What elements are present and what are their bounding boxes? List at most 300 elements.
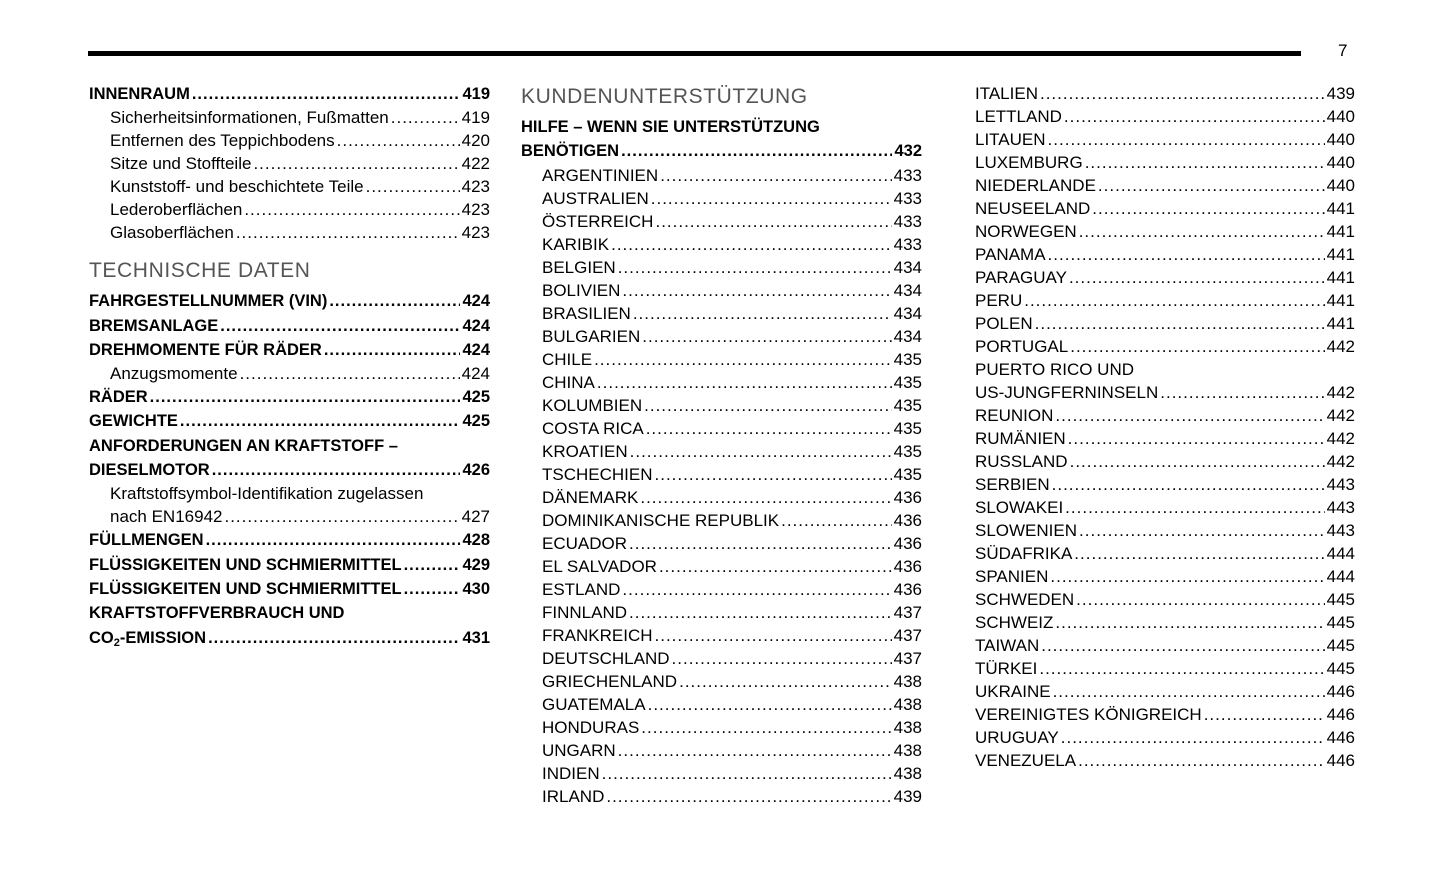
leader-dots bbox=[622, 578, 891, 601]
entry-page: 445 bbox=[1326, 590, 1355, 609]
entry-title: DEUTSCHLAND bbox=[542, 648, 670, 668]
entry-title: ITALIEN bbox=[975, 84, 1038, 103]
leader-dots bbox=[594, 348, 892, 371]
entry-page: 436 bbox=[893, 556, 922, 576]
entry-page: 431 bbox=[462, 628, 490, 647]
leader-dots bbox=[366, 175, 460, 198]
leader-dots bbox=[1065, 496, 1324, 519]
toc-entry[interactable] bbox=[521, 670, 922, 693]
entry-page: 424 bbox=[461, 364, 490, 384]
toc-entry[interactable] bbox=[975, 243, 1355, 266]
entry-title: ESTLAND bbox=[542, 579, 621, 599]
entry-page: 436 bbox=[893, 487, 922, 507]
toc-entry[interactable] bbox=[975, 174, 1355, 197]
leader-dots bbox=[244, 198, 459, 221]
leader-dots bbox=[622, 279, 891, 302]
entry-page: 440 bbox=[1326, 153, 1355, 172]
entry-title: ARGENTINIEN bbox=[542, 165, 659, 185]
leader-dots bbox=[324, 338, 461, 362]
toc-entry-bremsanlage[interactable] bbox=[89, 314, 490, 338]
entry-page: 443 bbox=[1326, 498, 1355, 517]
entry-title: SCHWEIZ bbox=[975, 613, 1054, 632]
toc-entry[interactable] bbox=[975, 542, 1355, 565]
toc-entry-fluessigkeiten-2[interactable] bbox=[89, 577, 490, 601]
entry-page: 425 bbox=[462, 388, 490, 407]
entry-page: 427 bbox=[461, 507, 490, 527]
toc-entry[interactable] bbox=[89, 129, 490, 152]
toc-entry[interactable] bbox=[521, 532, 922, 555]
entry-page: 435 bbox=[893, 349, 922, 369]
toc-entry-innenraum[interactable] bbox=[89, 82, 490, 106]
leader-dots bbox=[1055, 404, 1324, 427]
entry-page: 420 bbox=[461, 131, 490, 151]
entry-title: CHILE bbox=[542, 349, 593, 369]
entry-title: VEREINIGTES KÖNIGREICH bbox=[975, 705, 1202, 724]
entry-title: BENÖTIGEN bbox=[521, 142, 620, 161]
leader-dots bbox=[1048, 128, 1325, 151]
toc-entry[interactable] bbox=[521, 371, 922, 394]
entry-page: 438 bbox=[893, 694, 922, 714]
entry-title: SLOWAKEI bbox=[975, 498, 1064, 517]
entry-title: BREMSANLAGE bbox=[89, 316, 219, 335]
toc-entry-fahrgestellnummer[interactable] bbox=[89, 289, 490, 313]
toc-entry[interactable] bbox=[521, 647, 922, 670]
leader-dots bbox=[679, 670, 892, 693]
entry-title: HONDURAS bbox=[542, 717, 640, 737]
toc-entry[interactable] bbox=[89, 221, 490, 244]
toc-entry[interactable] bbox=[975, 289, 1355, 312]
leader-dots bbox=[648, 693, 892, 716]
leader-dots bbox=[660, 164, 891, 187]
toc-entry[interactable] bbox=[975, 680, 1355, 703]
leader-dots bbox=[1079, 519, 1325, 542]
entry-title: LETTLAND bbox=[975, 107, 1062, 126]
entry-page: 426 bbox=[462, 461, 490, 480]
leader-dots bbox=[391, 106, 460, 129]
entry-title: INDIEN bbox=[542, 763, 600, 783]
leader-dots bbox=[1052, 473, 1325, 496]
leader-dots bbox=[1068, 427, 1325, 450]
toc-entry-kraftstoffsymbol-line1[interactable]: Kraftstoffsymbol-Identifikation zugelassen bbox=[110, 484, 424, 504]
entry-title: nach EN16942 bbox=[110, 507, 223, 527]
toc-entry-anforderungen-line2[interactable] bbox=[89, 458, 490, 482]
toc-entry[interactable] bbox=[975, 404, 1355, 427]
toc-entry[interactable] bbox=[975, 749, 1355, 772]
entry-page: 441 bbox=[1326, 291, 1355, 310]
co2-subscript: 2 bbox=[113, 636, 120, 649]
page-number: 7 bbox=[1338, 41, 1348, 60]
entry-title: Kunststoff- und beschichtete Teile bbox=[110, 177, 364, 197]
toc-entry[interactable] bbox=[521, 486, 922, 509]
entry-page: 438 bbox=[893, 671, 922, 691]
entry-page: 442 bbox=[1326, 429, 1355, 448]
entry-page: 440 bbox=[1326, 130, 1355, 149]
entry-title: Anzugsmomente bbox=[110, 364, 238, 384]
entry-page: 428 bbox=[462, 531, 490, 550]
entry-page: 446 bbox=[1326, 728, 1355, 747]
leader-dots bbox=[1050, 565, 1324, 588]
leader-dots bbox=[659, 555, 892, 578]
leader-dots bbox=[655, 624, 892, 647]
entry-page: 441 bbox=[1326, 314, 1355, 333]
leader-dots bbox=[640, 486, 891, 509]
toc-entry[interactable] bbox=[521, 233, 922, 256]
toc-entry[interactable] bbox=[521, 693, 922, 716]
entry-title: BOLIVIEN bbox=[542, 280, 621, 300]
country-list-a bbox=[975, 82, 1355, 358]
entry-page: 434 bbox=[893, 303, 922, 323]
entry-title: TAIWAN bbox=[975, 636, 1040, 655]
entry-title: DOMINIKANISCHE REPUBLIK bbox=[542, 510, 780, 530]
toc-entry[interactable] bbox=[975, 105, 1355, 128]
entry-page: 433 bbox=[893, 234, 922, 254]
entry-page: 440 bbox=[1326, 107, 1355, 126]
toc-entry[interactable] bbox=[521, 739, 922, 762]
toc-entry-puerto-rico-line2[interactable] bbox=[975, 381, 1355, 404]
toc-entry[interactable] bbox=[975, 82, 1355, 105]
entry-page: 434 bbox=[893, 280, 922, 300]
entry-page: 423 bbox=[461, 177, 490, 197]
leader-dots bbox=[404, 553, 461, 577]
leader-dots bbox=[1092, 197, 1324, 220]
toc-entry[interactable] bbox=[521, 555, 922, 578]
leader-dots bbox=[629, 532, 892, 555]
entry-title: Lederoberflächen bbox=[110, 200, 243, 220]
co2-prefix: CO bbox=[89, 628, 114, 647]
entry-title: FRANKREICH bbox=[542, 625, 653, 645]
co2-suffix: -EMISSION bbox=[119, 628, 207, 647]
entry-page: 442 bbox=[1326, 383, 1355, 402]
toc-entry[interactable] bbox=[89, 175, 490, 198]
leader-dots bbox=[781, 509, 892, 532]
toc-entry[interactable] bbox=[975, 427, 1355, 450]
entry-title: GEWICHTE bbox=[89, 412, 178, 431]
entry-title: SPANIEN bbox=[975, 567, 1049, 586]
leader-dots bbox=[208, 626, 460, 650]
leader-dots bbox=[1085, 151, 1325, 174]
entry-page: 441 bbox=[1326, 222, 1355, 241]
entry-title: UNGARN bbox=[542, 740, 616, 760]
toc-entry[interactable] bbox=[975, 312, 1355, 335]
toc-column-2 bbox=[521, 82, 922, 808]
leader-dots bbox=[646, 417, 892, 440]
toc-entry-raeder[interactable] bbox=[89, 385, 490, 409]
leader-dots bbox=[618, 256, 892, 279]
entry-title: RÄDER bbox=[89, 388, 148, 407]
entry-page: 445 bbox=[1326, 636, 1355, 655]
toc-entry[interactable] bbox=[521, 785, 922, 808]
innenraum-sublist bbox=[89, 106, 490, 244]
entry-page: 439 bbox=[1326, 84, 1355, 103]
entry-page: 445 bbox=[1326, 613, 1355, 632]
toc-entry[interactable] bbox=[975, 496, 1355, 519]
entry-page: 423 bbox=[461, 223, 490, 243]
toc-entry[interactable] bbox=[521, 440, 922, 463]
leader-dots bbox=[1098, 174, 1325, 197]
toc-entry[interactable] bbox=[975, 266, 1355, 289]
toc-column-3 bbox=[975, 82, 1355, 772]
entry-title: BULGARIEN bbox=[542, 326, 641, 346]
entry-title bbox=[89, 626, 206, 650]
entry-title: LUXEMBURG bbox=[975, 153, 1083, 172]
entry-page: 442 bbox=[1326, 337, 1355, 356]
entry-page: 436 bbox=[893, 510, 922, 530]
toc-entry[interactable] bbox=[975, 611, 1355, 634]
leader-dots bbox=[1024, 289, 1324, 312]
entry-page: 444 bbox=[1326, 567, 1355, 586]
entry-page: 433 bbox=[893, 188, 922, 208]
entry-page: 436 bbox=[893, 533, 922, 553]
leader-dots bbox=[212, 458, 461, 482]
toc-entry[interactable] bbox=[521, 463, 922, 486]
toc-entry-fuellmengen[interactable] bbox=[89, 528, 490, 552]
entry-page: 438 bbox=[893, 717, 922, 737]
entry-page: 425 bbox=[462, 412, 490, 431]
leader-dots bbox=[1070, 450, 1325, 473]
entry-title: CHINA bbox=[542, 372, 595, 392]
toc-entry-drehmomente[interactable] bbox=[89, 338, 490, 362]
entry-title: FÜLLMENGEN bbox=[89, 531, 204, 550]
leader-dots bbox=[611, 233, 892, 256]
toc-entry[interactable] bbox=[975, 197, 1355, 220]
toc-entry[interactable] bbox=[975, 128, 1355, 151]
toc-entry-hilfe-line1[interactable]: HILFE – WENN SIE UNTERSTÜTZUNG bbox=[521, 118, 820, 136]
entry-title: GRIECHENLAND bbox=[542, 671, 678, 691]
toc-entry[interactable] bbox=[521, 762, 922, 785]
leader-dots bbox=[337, 129, 460, 152]
entry-page: 441 bbox=[1326, 245, 1355, 264]
leader-dots bbox=[641, 716, 891, 739]
entry-title: INNENRAUM bbox=[89, 85, 190, 103]
leader-dots bbox=[404, 577, 461, 601]
entry-page: 434 bbox=[893, 326, 922, 346]
entry-page: 445 bbox=[1326, 659, 1355, 678]
country-list bbox=[521, 164, 922, 808]
leader-dots bbox=[150, 385, 461, 409]
entry-page: 435 bbox=[893, 464, 922, 484]
leader-dots bbox=[1041, 634, 1324, 657]
entry-title: GUATEMALA bbox=[542, 694, 646, 714]
entry-title: SERBIEN bbox=[975, 475, 1050, 494]
entry-title: SÜDAFRIKA bbox=[975, 544, 1073, 563]
toc-entry[interactable] bbox=[975, 151, 1355, 174]
toc-entry[interactable] bbox=[521, 394, 922, 417]
entry-page: 440 bbox=[1326, 176, 1355, 195]
toc-entry[interactable] bbox=[521, 348, 922, 371]
toc-entry-fluessigkeiten-1[interactable] bbox=[89, 553, 490, 577]
leader-dots bbox=[253, 152, 459, 175]
leader-dots bbox=[1064, 105, 1325, 128]
entry-page: 433 bbox=[893, 211, 922, 231]
toc-entry[interactable] bbox=[521, 325, 922, 348]
entry-page: 423 bbox=[461, 200, 490, 220]
entry-page: 437 bbox=[893, 625, 922, 645]
entry-page: 438 bbox=[893, 740, 922, 760]
toc-entry[interactable] bbox=[975, 335, 1355, 358]
entry-title: URUGUAY bbox=[975, 728, 1059, 747]
entry-title: NORWEGEN bbox=[975, 222, 1077, 241]
toc-entry[interactable] bbox=[89, 152, 490, 175]
entry-page: 446 bbox=[1326, 682, 1355, 701]
toc-entry[interactable] bbox=[521, 210, 922, 233]
entry-page: 443 bbox=[1326, 475, 1355, 494]
entry-page: 438 bbox=[893, 763, 922, 783]
entry-page: 430 bbox=[462, 579, 490, 598]
entry-title: Sicherheitsinformationen, Fußmatten bbox=[110, 108, 389, 128]
entry-title: Glasoberflächen bbox=[110, 223, 234, 243]
toc-entry[interactable] bbox=[521, 302, 922, 325]
entry-page: 433 bbox=[893, 165, 922, 185]
leader-dots bbox=[642, 325, 891, 348]
toc-entry[interactable] bbox=[975, 220, 1355, 243]
entry-title: Sitze und Stoffteile bbox=[110, 154, 252, 174]
entry-title: BELGIEN bbox=[542, 257, 616, 277]
toc-entry-anzugsmomente[interactable] bbox=[89, 362, 490, 385]
toc-entry-kraftstoffsymbol-line2[interactable] bbox=[89, 505, 490, 528]
section-heading-kundenunterstuetzung: KUNDENUNTERSTÜTZUNG bbox=[521, 85, 808, 108]
entry-page: 442 bbox=[1326, 406, 1355, 425]
entry-title: UKRAINE bbox=[975, 682, 1051, 701]
toc-entry[interactable] bbox=[975, 588, 1355, 611]
toc-column-1 bbox=[89, 82, 490, 650]
entry-page: 432 bbox=[894, 142, 922, 161]
entry-page: 442 bbox=[1326, 452, 1355, 471]
leader-dots bbox=[224, 505, 459, 528]
toc-entry[interactable] bbox=[521, 279, 922, 302]
entry-page: 441 bbox=[1326, 199, 1355, 218]
entry-page: 434 bbox=[893, 257, 922, 277]
leader-dots bbox=[1070, 335, 1324, 358]
toc-entry[interactable] bbox=[975, 703, 1355, 726]
leader-dots bbox=[236, 221, 460, 244]
entry-page: 444 bbox=[1326, 544, 1355, 563]
toc-entry[interactable] bbox=[975, 657, 1355, 680]
toc-entry[interactable] bbox=[975, 473, 1355, 496]
leader-dots bbox=[240, 362, 460, 385]
entry-title: PORTUGAL bbox=[975, 337, 1069, 356]
toc-entry-gewichte[interactable] bbox=[89, 409, 490, 433]
toc-entry[interactable] bbox=[89, 106, 490, 129]
entry-title: SLOWENIEN bbox=[975, 521, 1078, 540]
entry-title: FAHRGESTELLNUMMER (VIN) bbox=[89, 292, 328, 311]
entry-title: ÖSTERREICH bbox=[542, 211, 654, 231]
leader-dots bbox=[618, 739, 892, 762]
toc-entry[interactable] bbox=[521, 624, 922, 647]
entry-title: RUMÄNIEN bbox=[975, 429, 1066, 448]
toc-entry-puerto-rico-line1[interactable]: PUERTO RICO UND bbox=[975, 360, 1135, 379]
toc-entry-co2-emission[interactable] bbox=[89, 626, 490, 650]
toc-entry[interactable] bbox=[521, 601, 922, 624]
leader-dots bbox=[1040, 82, 1325, 105]
entry-page: 419 bbox=[462, 85, 490, 103]
entry-page: 435 bbox=[893, 441, 922, 461]
entry-page: 437 bbox=[893, 602, 922, 622]
toc-entry[interactable] bbox=[521, 716, 922, 739]
entry-title: DIESELMOTOR bbox=[89, 461, 210, 480]
leader-dots bbox=[1074, 542, 1324, 565]
toc-entry[interactable] bbox=[521, 187, 922, 210]
toc-entry[interactable] bbox=[521, 164, 922, 187]
entry-page: 439 bbox=[893, 786, 922, 806]
entry-title: SCHWEDEN bbox=[975, 590, 1075, 609]
entry-title: DÄNEMARK bbox=[542, 487, 639, 507]
entry-title: PARAGUAY bbox=[975, 268, 1067, 287]
entry-title: COSTA RICA bbox=[542, 418, 644, 438]
toc-entry[interactable] bbox=[975, 519, 1355, 542]
entry-title: NEUSEELAND bbox=[975, 199, 1091, 218]
leader-dots bbox=[651, 187, 892, 210]
entry-title: POLEN bbox=[975, 314, 1033, 333]
entry-title: VENEZUELA bbox=[975, 751, 1077, 770]
leader-dots bbox=[1061, 726, 1325, 749]
entry-title: BRASILIEN bbox=[542, 303, 631, 323]
entry-title: TSCHECHIEN bbox=[542, 464, 653, 484]
leader-dots bbox=[1048, 243, 1325, 266]
entry-title: ECUADOR bbox=[542, 533, 628, 553]
entry-page: 429 bbox=[462, 555, 490, 574]
toc-entry[interactable] bbox=[975, 634, 1355, 657]
leader-dots bbox=[606, 785, 891, 808]
toc-entry-anforderungen-line1[interactable]: ANFORDERUNGEN AN KRAFTSTOFF – bbox=[89, 436, 398, 455]
toc-entry[interactable] bbox=[89, 198, 490, 221]
toc-entry[interactable] bbox=[521, 256, 922, 279]
country-list-b bbox=[975, 404, 1355, 772]
entry-page: 443 bbox=[1326, 521, 1355, 540]
entry-page: 437 bbox=[893, 648, 922, 668]
entry-page: 446 bbox=[1326, 705, 1355, 724]
entry-page: 441 bbox=[1326, 268, 1355, 287]
leader-dots bbox=[655, 463, 892, 486]
entry-title: TÜRKEI bbox=[975, 659, 1038, 678]
leader-dots bbox=[1069, 266, 1325, 289]
entry-page: 424 bbox=[462, 316, 490, 335]
toc-entry[interactable] bbox=[521, 417, 922, 440]
leader-dots bbox=[1039, 657, 1324, 680]
entry-title: FLÜSSIGKEITEN UND SCHMIERMITTEL bbox=[89, 555, 402, 574]
entry-title: KOLUMBIEN bbox=[542, 395, 643, 415]
entry-title: LITAUEN bbox=[975, 130, 1046, 149]
leader-dots bbox=[644, 394, 891, 417]
entry-page: 436 bbox=[893, 579, 922, 599]
entry-page: 435 bbox=[893, 372, 922, 392]
leader-dots bbox=[630, 440, 892, 463]
toc-entry[interactable] bbox=[975, 565, 1355, 588]
toc-entry[interactable] bbox=[975, 726, 1355, 749]
entry-title: FLÜSSIGKEITEN UND SCHMIERMITTEL bbox=[89, 579, 402, 598]
entry-title: NIEDERLANDE bbox=[975, 176, 1096, 195]
toc-entry[interactable] bbox=[521, 509, 922, 532]
leader-dots bbox=[633, 302, 892, 325]
leader-dots bbox=[180, 409, 461, 433]
entry-title: KROATIEN bbox=[542, 441, 628, 461]
leader-dots bbox=[621, 139, 892, 163]
entry-page: 419 bbox=[461, 108, 490, 128]
toc-entry-hilfe-line2[interactable] bbox=[521, 139, 922, 163]
leader-dots bbox=[1078, 749, 1325, 772]
entry-title: US-JUNGFERNINSELN bbox=[975, 383, 1159, 402]
entry-title: KARIBIK bbox=[542, 234, 610, 254]
entry-page: 422 bbox=[461, 154, 490, 174]
toc-entry[interactable] bbox=[975, 450, 1355, 473]
entry-title: AUSTRALIEN bbox=[542, 188, 649, 208]
toc-entry-verbrauch-line1[interactable]: KRAFTSTOFFVERBRAUCH UND bbox=[89, 604, 345, 623]
entry-title: PANAMA bbox=[975, 245, 1046, 264]
leader-dots bbox=[629, 601, 892, 624]
toc-entry[interactable] bbox=[521, 578, 922, 601]
leader-dots bbox=[1053, 680, 1325, 703]
entry-title: DREHMOMENTE FÜR RÄDER bbox=[89, 340, 322, 359]
leader-dots bbox=[597, 371, 892, 394]
